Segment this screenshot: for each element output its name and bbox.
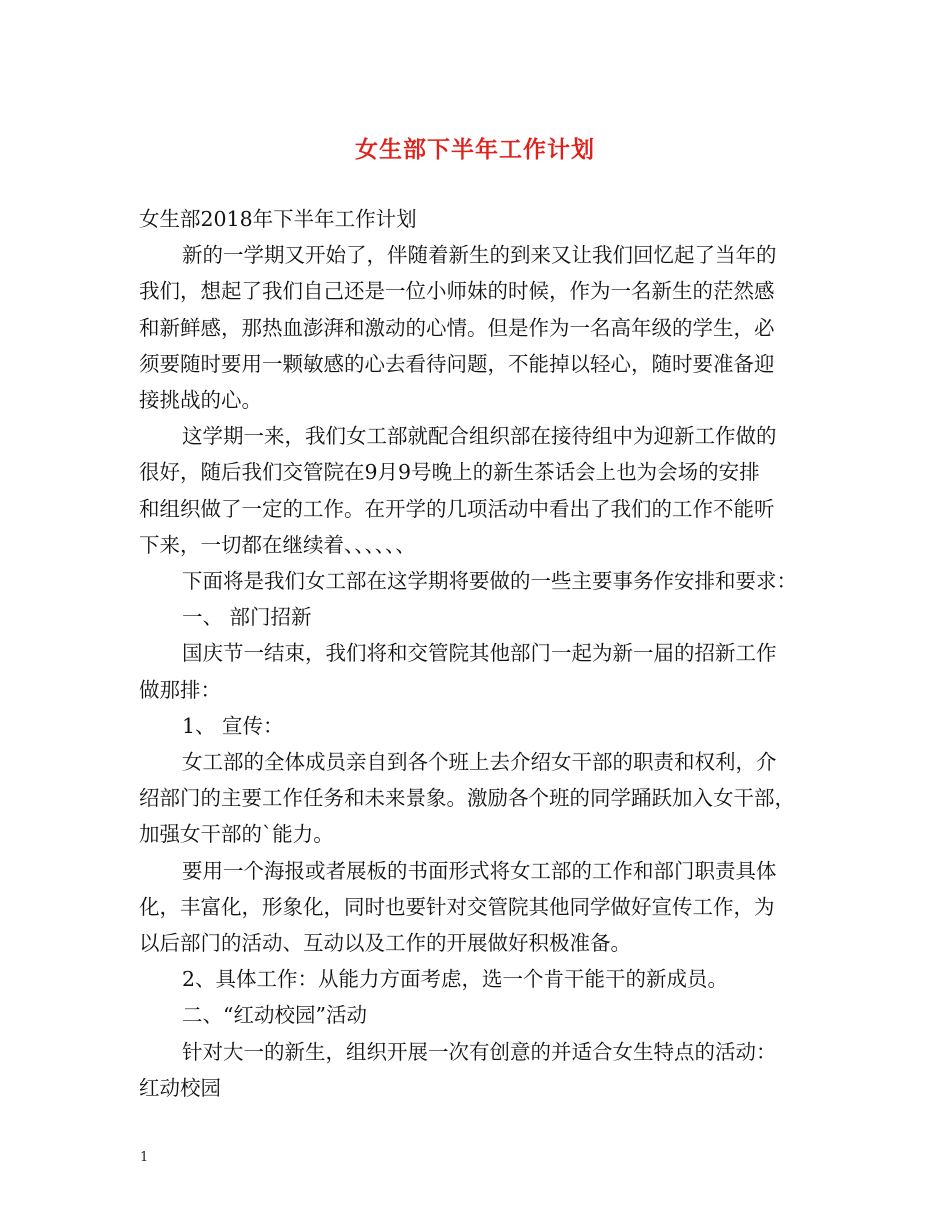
section-heading: 二、“红动校园”活动: [182, 1003, 367, 1028]
paragraph-line: 针对大一的新生，组织开展一次有创意的并适合女生特点的活动：: [182, 1039, 777, 1064]
paragraph-line: 和组织做了一定的工作。在开学的几项活动中看出了我们的工作不能听: [139, 496, 775, 521]
paragraph-line: 新的一学期又开始了，伴随着新生的到来又让我们回忆起了当年的: [182, 243, 777, 268]
subtitle-line: 女生部2018年下半年工作计划: [139, 207, 417, 231]
paragraph-line: 化，丰富化，形象化，同时也要针对交管院其他同学做好宣传工作，为: [139, 894, 775, 919]
paragraph-line: 和新鲜感，那热血澎湃和激动的心情。但是作为一名高年级的学生，必: [139, 315, 775, 340]
page-number: 1: [140, 1150, 149, 1165]
subsection-heading: 1、 宣传：: [182, 713, 284, 738]
paragraph-line: 女工部的全体成员亲自到各个班上去介绍女干部的职责和权利，介: [182, 750, 777, 775]
paragraph-line: 下来，一切都在继续着、、、、、、: [139, 532, 416, 557]
paragraph-line: 国庆节一结束，我们将和交管院其他部门一起为新一届的招新工作: [182, 641, 777, 666]
paragraph-line: 做那排：: [139, 677, 221, 702]
paragraph-line: 以后部门的活动、互动以及工作的开展做好积极准备。: [139, 931, 631, 956]
paragraph-line: 要用一个海报或者展板的书面形式将女工部的工作和部门职责具体: [182, 858, 777, 883]
document-body: [139, 201, 829, 1106]
paragraph-line: 2、具体工作：从能力方面考虑，选一个肯干能干的新成员。: [182, 967, 729, 992]
paragraph-line: 我们，想起了我们自己还是一位小师妹的时候，作为一名新生的茫然感: [139, 279, 775, 304]
document-title: 女生部下半年工作计划: [355, 137, 595, 163]
paragraph-line: 绍部门的主要工作任务和未来景象。激励各个班的同学踊跃加入女干部，: [139, 786, 795, 811]
paragraph-line: 加强女干部的`能力。: [139, 822, 334, 847]
section-heading: 一、 部门招新: [182, 605, 312, 630]
paragraph-line: 红动校园: [139, 1075, 221, 1100]
paragraph-line: 须要随时要用一颗敏感的心去看待问题，不能掉以轻心，随时要准备迎: [139, 351, 775, 376]
paragraph-line: 下面将是我们女工部在这学期将要做的一些主要事务作安排和要求：: [182, 569, 797, 594]
paragraph-line: 很好，随后我们交管院在9月9号晚上的新生茶话会上也为会场的安排: [139, 460, 760, 485]
paragraph-line: 这学期一来，我们女工部就配合组织部在接待组中为迎新工作做的: [182, 424, 777, 449]
paragraph-line: 接挑战的心。: [139, 388, 262, 413]
